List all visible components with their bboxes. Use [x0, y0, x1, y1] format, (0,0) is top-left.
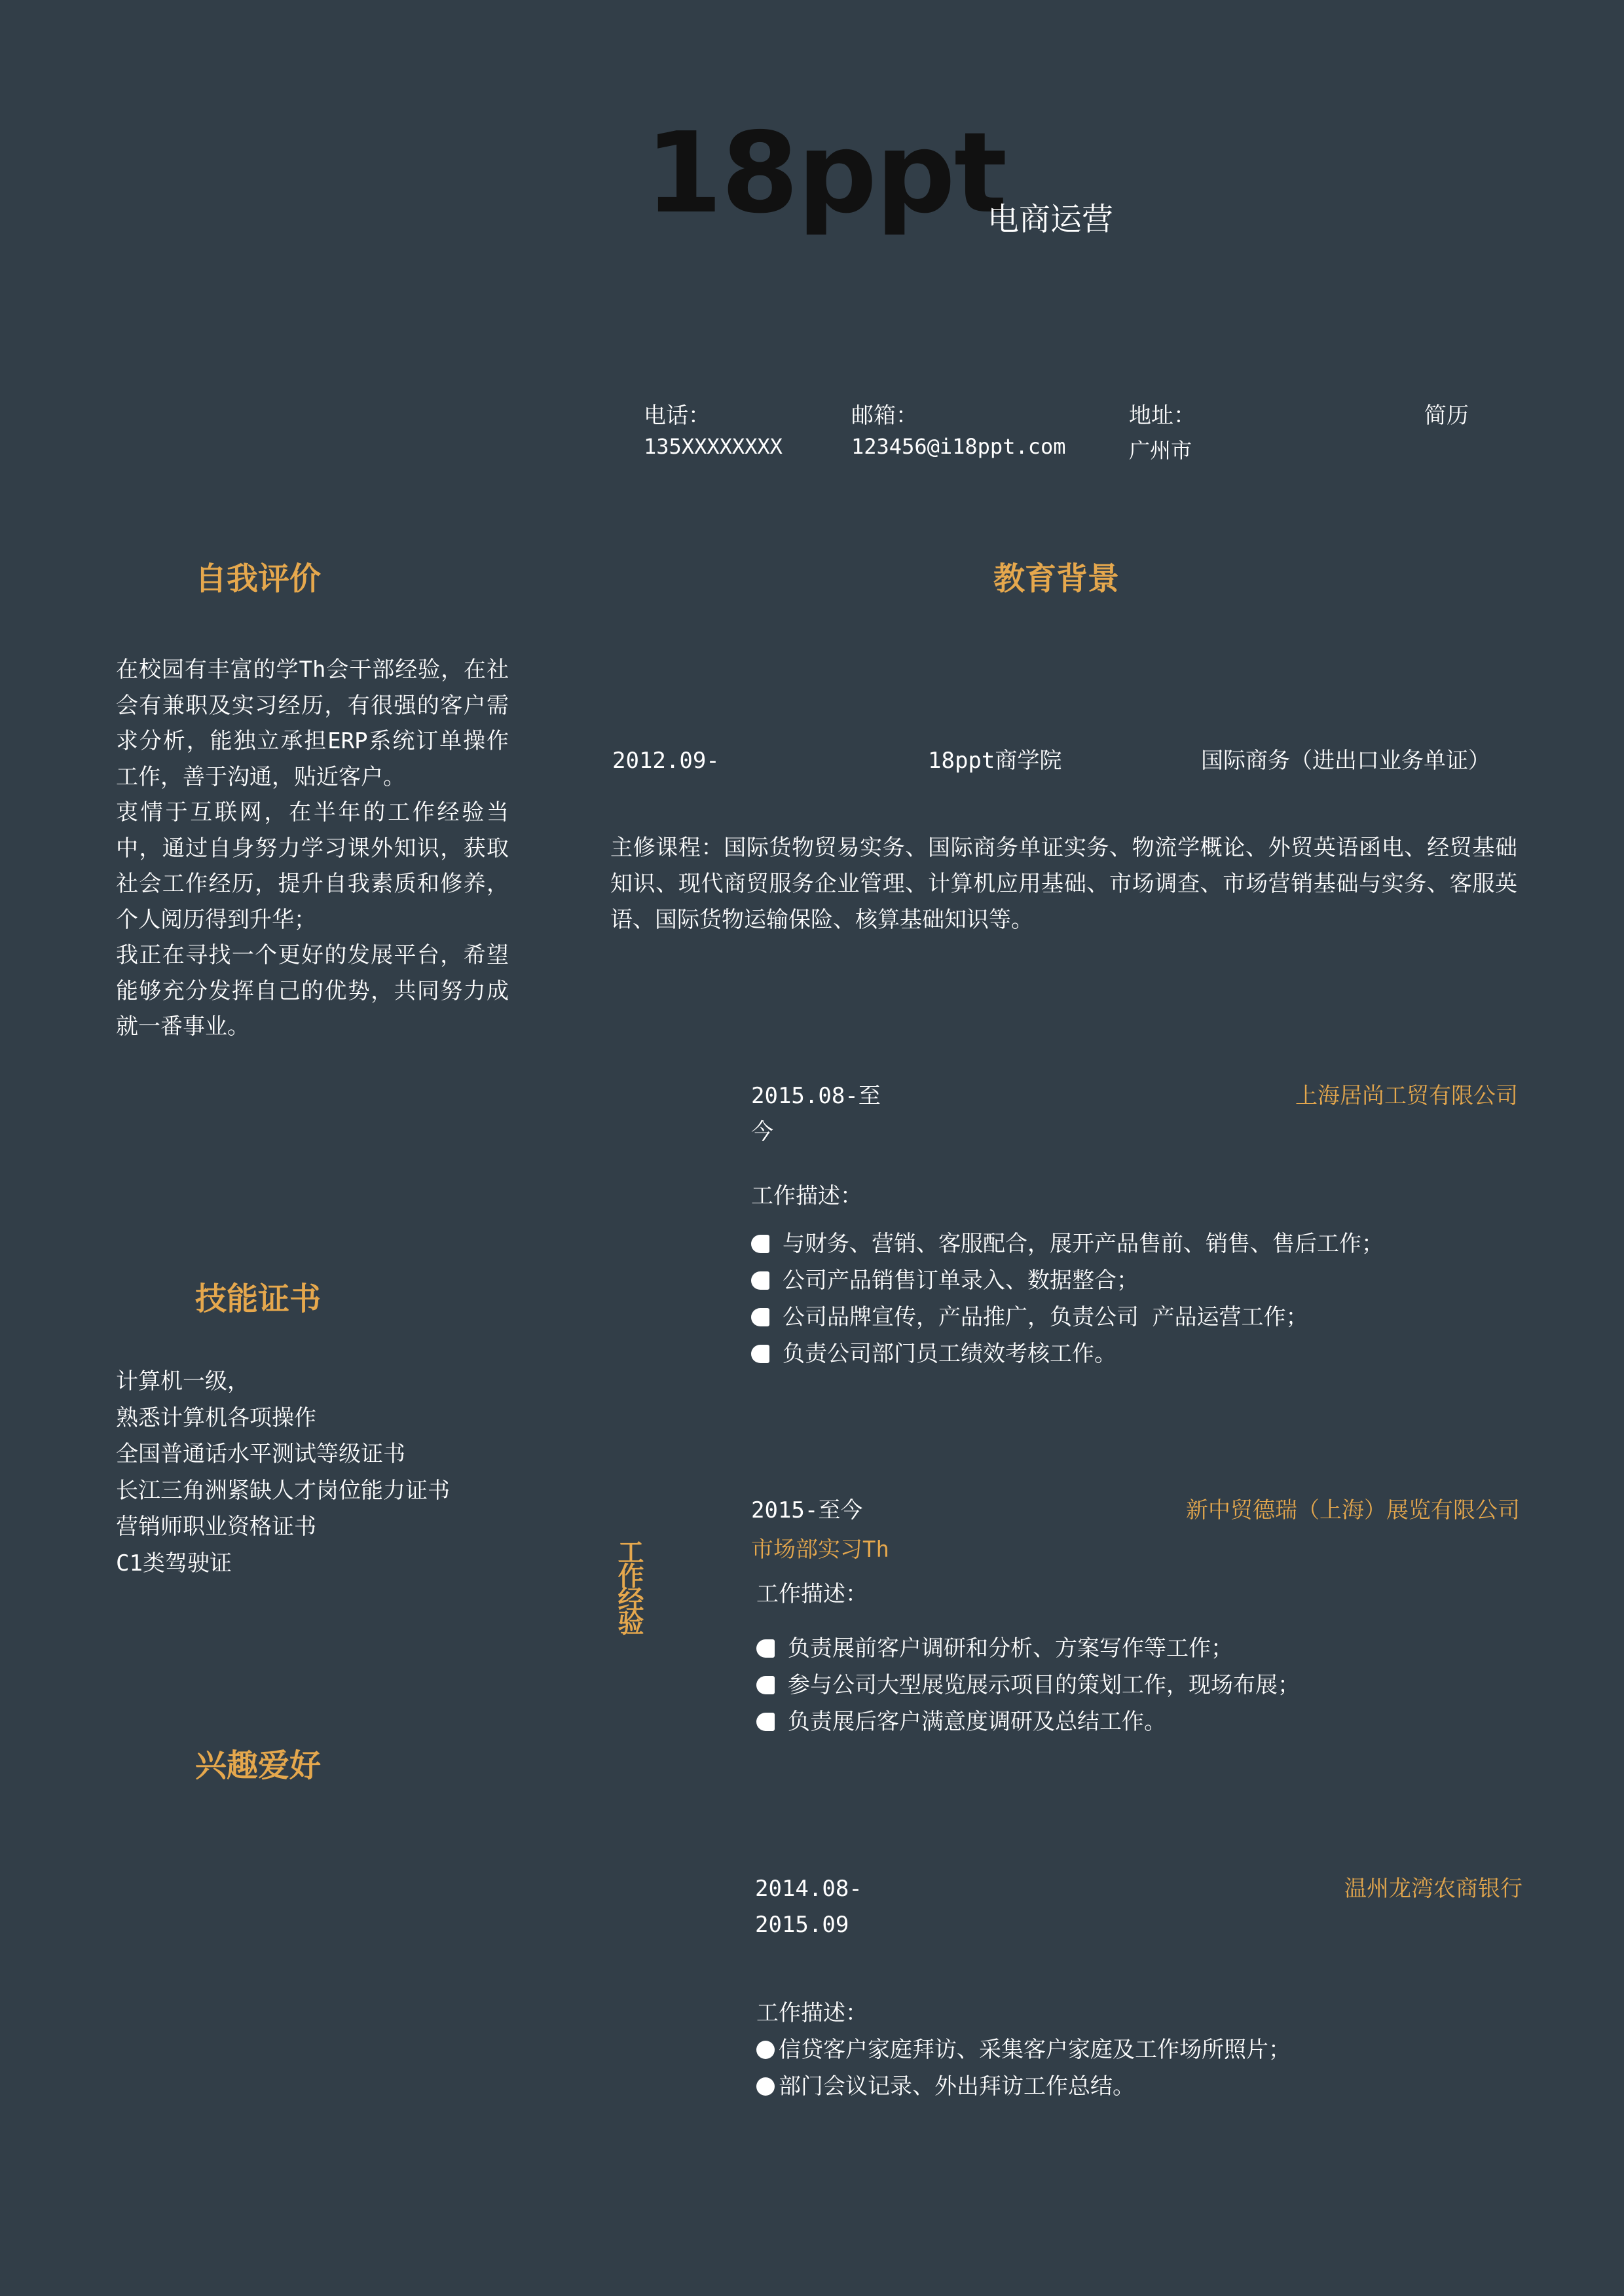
bullet-icon	[756, 1713, 775, 1731]
email-label: 邮箱：	[851, 403, 918, 429]
job-bullet	[756, 2068, 1291, 2105]
document-type: 简历	[1424, 403, 1469, 429]
job-company: 上海居尚工贸有限公司	[1295, 1083, 1518, 1109]
work-experience-label: 工作经验	[614, 1539, 644, 1633]
bullet-text: 与财务、营销、客服配合，展开产品售前、销售、售后工作；	[783, 1231, 1384, 1257]
hobbies-heading: 兴趣爱好	[195, 1747, 322, 1784]
bullet-text: 负责展后客户满意度调研及总结工作。	[788, 1709, 1166, 1735]
bullet-text: 负责公司部门员工绩效考核工作。	[783, 1341, 1116, 1367]
job-bullets	[751, 1226, 1384, 1372]
job-bullet	[751, 1336, 1384, 1372]
job-bullet	[756, 1630, 1300, 1667]
email-value: 123456@i18ppt.com	[851, 434, 1066, 459]
skill-item: 熟悉计算机各项操作	[116, 1404, 316, 1431]
education-heading: 教育背景	[993, 560, 1120, 597]
bullet-icon	[751, 1271, 769, 1290]
bullet-text: 参与公司大型展览展示项目的策划工作，现场布展；	[788, 1672, 1300, 1698]
job-date: 2014.08-	[755, 1876, 862, 1902]
job-company: 温州龙湾农商银行	[1344, 1876, 1522, 1902]
bullet-icon	[751, 1235, 769, 1253]
bullet-icon	[751, 1308, 769, 1326]
skill-item: 计算机一级，	[116, 1368, 249, 1394]
bullet-icon	[756, 1639, 775, 1658]
education-date: 2012.09-	[612, 748, 720, 774]
job-date: 2015.08-至	[751, 1083, 881, 1109]
bullet-icon	[756, 2077, 775, 2096]
job-date-cont: 今	[751, 1119, 773, 1145]
skill-item: 营销师职业资格证书	[116, 1514, 316, 1540]
phone-value: 135XXXXXXXX	[644, 434, 783, 459]
bullet-text: 公司产品销售订单录入、数据整合；	[783, 1267, 1139, 1294]
skills-list	[116, 1364, 450, 1582]
education-courses: 主修课程：国际货物贸易实务、国际商务单证实务、物流学概论、外贸英语函电、经贸基础知识、现代商贸服务企业管理、计算机应用基础、市场调查、市场营销基础与实务、客服英语、国际货物运输保险、核算基础知识等。	[610, 835, 1517, 933]
job-desc-label: 工作描述：	[756, 1581, 868, 1607]
self-eval-text	[116, 652, 509, 1045]
self-eval-heading: 自我评价	[195, 560, 322, 597]
job-bullets	[756, 1630, 1300, 1740]
self-eval-paragraph: 衷情于互联网，在半年的工作经验当中，通过自身努力学习课外知识，获取社会工作经历，提升自我素质和修养，个人阅历得到升华；	[116, 799, 509, 933]
education-school: 18ppt商学院	[928, 748, 1062, 774]
skill-item: C1类驾驶证	[116, 1550, 232, 1576]
self-eval-paragraph: 在校园有丰富的学Th会干部经验，在社会有兼职及实习经历，有很强的客户需求分析，能独立承担ERP系统订单操作工作，善于沟通，贴近客户。	[116, 657, 509, 790]
job-bullet	[756, 1704, 1300, 1740]
job-desc-label: 工作描述：	[751, 1183, 862, 1209]
job-date: 2015-至今	[751, 1497, 863, 1523]
job-bullets	[756, 2032, 1291, 2105]
resume-name: 18ppt	[645, 109, 1006, 238]
address-value: 广州市	[1129, 438, 1192, 463]
skills-heading: 技能证书	[195, 1281, 322, 1317]
education-major: 国际商务（进出口业务单证）	[1201, 748, 1490, 774]
skill-item: 长江三角洲紧缺人才岗位能力证书	[116, 1477, 450, 1504]
job-bullet	[751, 1262, 1384, 1299]
job-date-cont: 2015.09	[755, 1912, 849, 1938]
skill-item: 全国普通话水平测试等级证书	[116, 1441, 405, 1467]
job-bullet	[751, 1226, 1384, 1262]
address-label: 地址：	[1129, 403, 1196, 429]
bullet-icon	[756, 2041, 775, 2059]
job-title: 电商运营	[987, 201, 1114, 238]
job-bullet	[751, 1299, 1384, 1336]
job-company: 新中贸德瑞（上海）展览有限公司	[1186, 1497, 1520, 1523]
bullet-text: 部门会议记录、外出拜访工作总结。	[779, 2073, 1135, 2100]
job-bullet	[756, 2032, 1291, 2068]
bullet-text: 负责展前客户调研和分析、方案写作等工作；	[788, 1635, 1233, 1662]
bullet-text: 信贷客户家庭拜访、采集客户家庭及工作场所照片；	[779, 2037, 1291, 2063]
self-eval-paragraph: 我正在寻找一个更好的发展平台，希望能够充分发挥自己的优势，共同努力成就一番事业。	[116, 942, 509, 1040]
bullet-text: 公司品牌宣传，产品推广，负责公司 产品运营工作；	[783, 1304, 1308, 1330]
phone-label: 电话：	[644, 403, 710, 429]
bullet-icon	[751, 1345, 769, 1363]
job-position: 市场部实习Th	[751, 1537, 889, 1563]
job-desc-label: 工作描述：	[756, 2000, 868, 2026]
bullet-icon	[756, 1676, 775, 1694]
job-bullet	[756, 1667, 1300, 1704]
